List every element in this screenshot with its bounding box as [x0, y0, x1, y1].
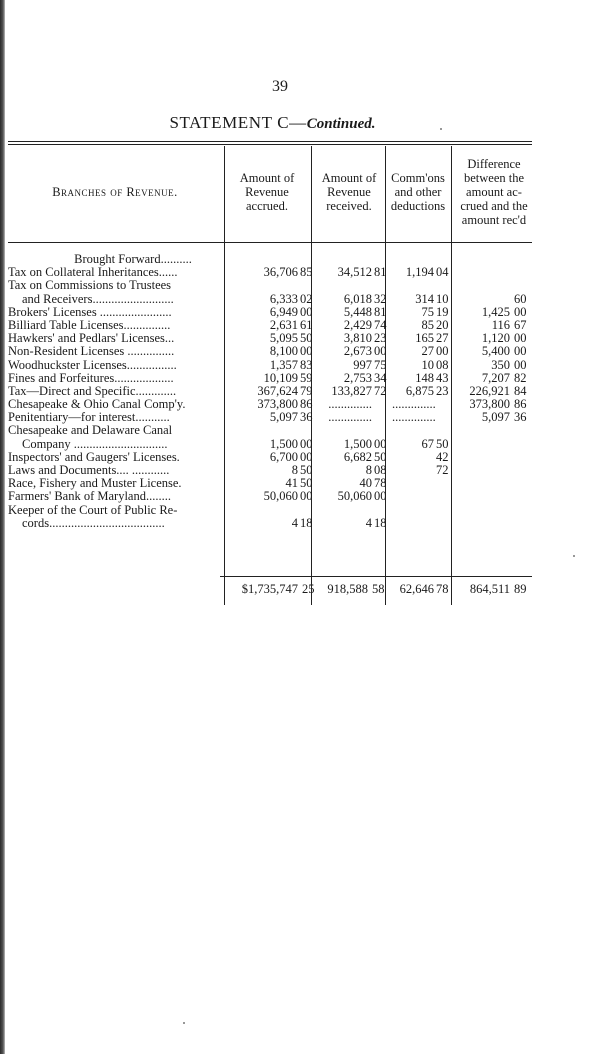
commissions-amount: .............. [392, 397, 436, 412]
difference-header-line: between the [463, 171, 525, 185]
received-cents: 18 [374, 515, 387, 530]
difference-cents: 36 [514, 410, 527, 425]
totals-rule-3 [385, 580, 386, 594]
received-header-line: received. [326, 199, 372, 213]
commissions-cents: 00 [436, 344, 449, 359]
commissions-amount: 1,194 [405, 265, 434, 280]
received-amount: 2,753 [343, 370, 372, 385]
difference-cents: 60 [514, 291, 527, 306]
commissions-amount: 165 [415, 331, 434, 346]
row-label: Inspectors' and Gaugers' Licenses. [8, 450, 180, 464]
difference-cents: 67 [514, 317, 527, 332]
difference-amount: 1,120 [481, 331, 510, 346]
received-amount: 50,060 [337, 489, 372, 504]
row-label: Tax—Direct and Specific............. [8, 384, 177, 398]
header-divider [8, 242, 532, 243]
table-row [8, 411, 538, 424]
accrued-cents: 50 [300, 463, 313, 477]
row-label: Hawkers' and Pedlars' Licenses... [8, 332, 175, 346]
received-cents: 23 [374, 331, 387, 346]
received-amount: 3,810 [343, 331, 372, 346]
commissions-cents: 27 [436, 331, 449, 346]
row-label: Penitentiary—for interest........... [8, 411, 170, 425]
received-cents: 75 [374, 357, 387, 372]
accrued-amount: 2,631 [269, 317, 298, 332]
received-cents: 78 [374, 476, 387, 491]
commissions-cents: 50 [436, 436, 449, 451]
received-amount: 34,512 [337, 265, 372, 280]
difference-amount: 226,921 [469, 383, 510, 398]
total-difference-cents: 89 [514, 582, 527, 596]
accrued-amount: 1,500 [269, 436, 298, 451]
difference-amount: 373,800 [469, 397, 510, 412]
commissions-amount: .............. [392, 410, 436, 425]
accrued-amount: 5,095 [269, 331, 298, 346]
received-header-line: Amount of [321, 171, 377, 185]
received-amount: .............. [328, 397, 372, 412]
received-amount: 1,500 [343, 436, 372, 451]
accrued-amount: 10,109 [263, 370, 298, 385]
accrued-amount: 373,800 [257, 397, 298, 412]
received-cents: 81 [374, 304, 387, 319]
table-row [8, 359, 538, 372]
received-amount: 2,673 [343, 344, 372, 359]
received-cents: 74 [374, 317, 387, 332]
commissions-cents: 19 [436, 304, 449, 319]
received-cents: 72 [374, 383, 387, 398]
row-label: Keeper of the Court of Public Re- [8, 503, 178, 517]
received-amount: .............. [328, 410, 372, 425]
row-label: Tax on Commissions to Trustees [8, 279, 172, 293]
received-amount: 133,827 [331, 383, 372, 398]
accrued-header [226, 171, 308, 213]
totals-rule-4 [451, 580, 452, 594]
received-cents: 34 [374, 370, 387, 385]
accrued-cents: 36 [300, 410, 313, 425]
received-amount: 5,448 [343, 304, 372, 319]
accrued-amount: 6,333 [269, 291, 298, 306]
accrued-cents: 79 [300, 383, 313, 398]
difference-header-line: Difference [467, 157, 521, 171]
table-row [8, 345, 538, 358]
table-row [8, 293, 538, 306]
table-row [8, 438, 538, 451]
row-label: Farmers' Bank of Maryland........ [8, 490, 171, 504]
row-label: Brokers' Licenses ....................... [8, 305, 172, 319]
difference-cents: 00 [514, 304, 527, 319]
commissions-cents: 20 [436, 317, 449, 332]
difference-amount: 5,400 [481, 344, 510, 359]
commissions-cents: 72 [436, 463, 449, 477]
commissions-cents: 23 [436, 383, 449, 398]
received-cents: 81 [374, 265, 387, 280]
difference-amount: 116 [491, 317, 510, 332]
totals-row [8, 582, 538, 596]
row-label: Tax on Collateral Inheritances...... [8, 266, 178, 280]
received-cents: 00 [374, 489, 387, 504]
totals-rule [220, 576, 532, 577]
received-cents: 32 [374, 291, 387, 306]
accrued-header-line: accrued. [246, 199, 288, 213]
received-header [313, 171, 385, 213]
accrued-cents: 00 [300, 304, 313, 319]
received-cents: 00 [374, 436, 387, 451]
table-row [8, 490, 538, 503]
scan-speck [573, 555, 575, 557]
accrued-cents: 61 [300, 317, 313, 332]
table-row [8, 451, 538, 464]
accrued-amount: 367,624 [257, 383, 298, 398]
page-title [0, 113, 545, 133]
commissions-amount: 6,875 [405, 383, 434, 398]
accrued-cents: 18 [300, 515, 313, 530]
title-continued: Continued. [306, 116, 376, 132]
title-main: STATEMENT C— [169, 113, 307, 132]
difference-cents: 00 [514, 357, 527, 372]
row-label: Race, Fishery and Muster License. [8, 477, 182, 491]
difference-amount: 350 [491, 357, 510, 372]
accrued-cents: 50 [300, 331, 313, 346]
accrued-cents: 00 [300, 449, 313, 464]
received-cents: 08 [374, 463, 387, 477]
accrued-cents: 00 [300, 344, 313, 359]
scan-binding-edge [0, 0, 5, 1054]
table-row [8, 279, 538, 292]
row-label: Chesapeake and Delaware Canal [8, 424, 173, 438]
table-row [8, 517, 538, 530]
accrued-amount: 41 [285, 476, 298, 491]
totals-rule-2 [311, 580, 312, 594]
commissions-header-line: Comm'ons [391, 171, 445, 185]
commissions-amount: 75 [421, 304, 434, 319]
received-amount: 997 [353, 357, 372, 372]
received-amount: 2,429 [343, 317, 372, 332]
row-label: Company .............................. [22, 437, 168, 451]
accrued-cents: 00 [300, 489, 313, 504]
commissions-cents: 42 [436, 449, 449, 464]
commissions-header [385, 171, 451, 213]
accrued-cents: 85 [300, 265, 313, 280]
accrued-amount: 36,706 [263, 265, 298, 280]
difference-cents: 86 [514, 397, 527, 412]
row-label: Non-Resident Licenses ............... [8, 345, 175, 359]
commissions-header-line: deductions [390, 199, 446, 213]
accrued-amount: 6,700 [269, 449, 298, 464]
accrued-cents: 83 [300, 357, 313, 372]
total-accrued: $1,735,747 [241, 582, 298, 596]
scan-speck [440, 128, 442, 130]
branches-header [8, 185, 222, 200]
received-amount: 8 [365, 463, 372, 477]
table-row [8, 464, 538, 477]
accrued-cents: 59 [300, 370, 313, 385]
difference-cents: 00 [514, 331, 527, 346]
accrued-amount: 5,097 [269, 410, 298, 425]
difference-amount: 1,425 [481, 304, 510, 319]
received-cents: 00 [374, 344, 387, 359]
total-accrued-cents: 25 [302, 582, 315, 596]
commissions-amount: 67 [421, 436, 434, 451]
received-header-line: Revenue [327, 185, 371, 199]
table-row [8, 372, 538, 385]
commissions-header-line: and other [394, 185, 442, 199]
row-label: and Receivers.......................... [22, 292, 174, 306]
total-received-cents: 58 [372, 582, 385, 596]
row-label: cords..................................... [22, 516, 165, 530]
received-amount: 4 [365, 515, 372, 530]
commissions-amount: 314 [415, 291, 434, 306]
total-commissions: 62,646 [399, 582, 434, 596]
commissions-amount: 85 [421, 317, 434, 332]
header-rule-top [8, 141, 532, 142]
difference-header [451, 157, 537, 227]
accrued-amount: 8,100 [269, 344, 298, 359]
table-row [8, 424, 538, 437]
difference-header-line: amount ac- [466, 185, 522, 199]
table-row [8, 306, 538, 319]
accrued-cents: 50 [300, 476, 313, 491]
total-received: 918,588 [327, 582, 368, 596]
received-cents: 50 [374, 449, 387, 464]
received-amount: 6,682 [343, 449, 372, 464]
commissions-amount: 27 [421, 344, 434, 359]
accrued-amount: 8 [291, 463, 298, 477]
accrued-cents: 02 [300, 291, 313, 306]
page-number: 39 [272, 78, 288, 95]
commissions-cents: 04 [436, 265, 449, 280]
difference-amount: 5,097 [481, 410, 510, 425]
accrued-amount: 50,060 [263, 489, 298, 504]
accrued-header-line: Amount of [239, 171, 295, 185]
scan-speck [183, 1022, 185, 1024]
accrued-amount: 6,949 [269, 304, 298, 319]
difference-cents: 00 [514, 344, 527, 359]
row-label: Fines and Forfeitures................... [8, 371, 174, 385]
row-label: Laws and Documents.... ............ [8, 464, 170, 477]
table-row [8, 504, 538, 517]
accrued-header-line: Revenue [245, 185, 289, 199]
commissions-cents: 43 [436, 370, 449, 385]
branches-header-text: Branches of Revenue. [52, 185, 178, 199]
total-difference: 864,511 [469, 582, 510, 596]
totals-rule-1 [224, 580, 225, 594]
accrued-cents: 86 [300, 397, 313, 412]
received-amount: 6,018 [343, 291, 372, 306]
row-label: Brought Forward.......... [74, 253, 192, 266]
commissions-amount: 148 [415, 370, 434, 385]
row-label: Woodhuckster Licenses................ [8, 358, 177, 372]
revenue-table-body [8, 253, 538, 530]
row-label: Chesapeake & Ohio Canal Comp'y. [8, 398, 186, 412]
commissions-cents: 10 [436, 291, 449, 306]
row-label: Billiard Table Licenses............... [8, 318, 171, 332]
accrued-cents: 00 [300, 436, 313, 451]
difference-cents: 84 [514, 383, 527, 398]
accrued-amount: 1,357 [269, 357, 298, 372]
difference-header-line: amount rec'd [461, 213, 527, 227]
difference-cents: 82 [514, 370, 527, 385]
commissions-amount: 10 [421, 357, 434, 372]
accrued-amount: 4 [291, 515, 298, 530]
header-rule-bottom [8, 144, 532, 145]
difference-amount: 7,207 [481, 370, 510, 385]
commissions-cents: 08 [436, 357, 449, 372]
table-row [8, 266, 538, 279]
received-amount: 40 [359, 476, 372, 491]
difference-header-line: crued and the [460, 199, 528, 213]
total-commissions-cents: 78 [436, 582, 449, 596]
